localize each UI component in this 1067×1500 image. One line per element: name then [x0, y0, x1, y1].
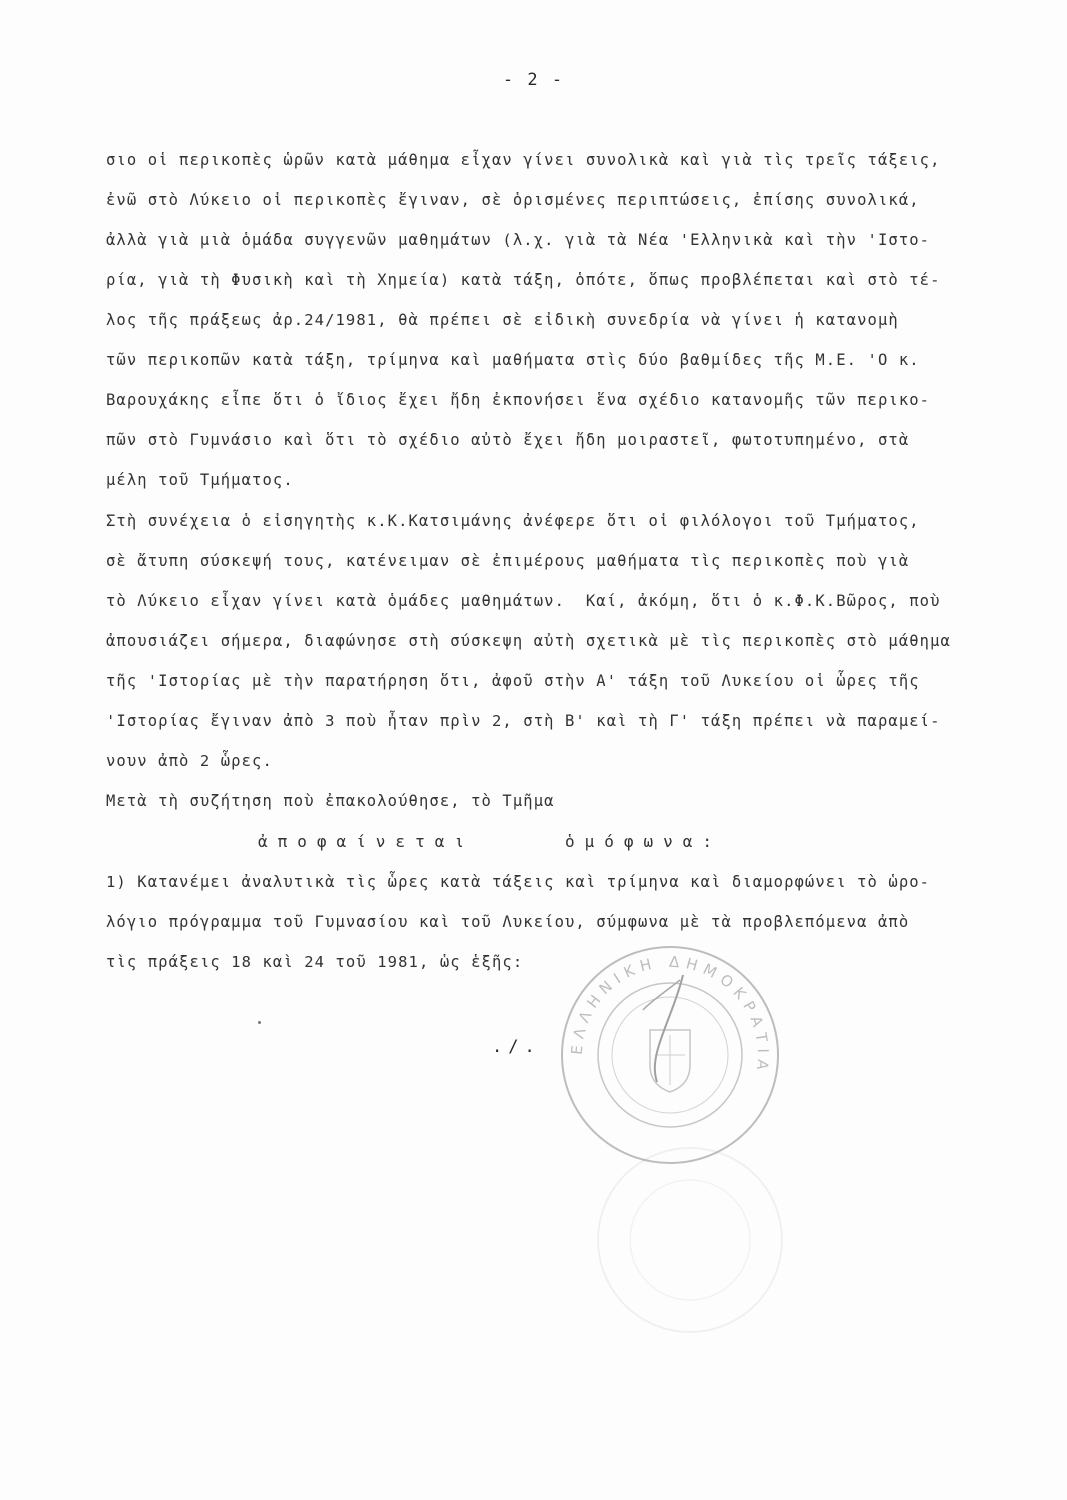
- faint-stamp-bleed: [590, 1140, 790, 1340]
- text-line: ἀλλὰ γιὰ μιὰ ὁμάδα συγγενῶν μαθημάτων (λ.χ. γιὰ τὰ Νέα 'Ελληνικὰ καὶ τὴν 'Ιστο-: [106, 231, 931, 249]
- stray-dot: [258, 1021, 261, 1024]
- text-line: τῆς 'Ιστορίας μὲ τὴν παρατήρηση ὅτι, ἀφοῦ στὴν Α' τάξη τοῦ Λυκείου οἱ ὧρες τῆς: [106, 672, 920, 690]
- text-line: Μετὰ τὴ συζήτηση ποὺ ἐπακολούθησε, τὸ Τμῆμα: [106, 792, 555, 810]
- text-line: νουν ἀπὸ 2 ὧρες.: [106, 752, 273, 770]
- text-line: λος τῆς πράξεως ἀρ.24/1981, θὰ πρέπει σὲ εἰδικὴ συνεδρία νὰ γίνει ἡ κατανομὴ: [106, 311, 899, 329]
- text-line: τὶς πράξεις 18 καὶ 24 τοῦ 1981, ὡς ἑξῆς:: [106, 953, 524, 971]
- text-line: ἐνῶ στὸ Λύκειο οἱ περικοπὲς ἔγιναν, σὲ ὁρισμένες περιπτώσεις, ἐπίσης συνολικά,: [106, 191, 920, 209]
- decision-verb: ἀποφαίνεται: [258, 832, 474, 851]
- text-line: τὸ Λύκειο εἶχαν γίνει κατὰ ὁμάδες μαθημάτων. Καί, ἀκόμη, ὅτι ὁ κ.Φ.Κ.Βῶρος, ποὺ: [106, 592, 941, 610]
- official-stamp-seal: [555, 940, 785, 1170]
- text-line: ρία, γιὰ τὴ Φυσικὴ καὶ τὴ Χημεία) κατὰ τάξη, ὁπότε, ὅπως προβλέπεται καὶ στὸ τέ-: [106, 271, 941, 289]
- text-line: 'Ιστορίας ἔγιναν ἀπὸ 3 ποὺ ἦταν πρὶν 2, στὴ Β' καὶ τὴ Γ' τάξη πρέπει νὰ παραμεί-: [106, 712, 941, 730]
- text-line: πῶν στὸ Γυμνάσιο καὶ ὅτι τὸ σχέδιο αὐτὸ ἔχει ἤδη μοιραστεῖ, φωτοτυπημένο, στὰ: [106, 431, 910, 449]
- text-line: ἀπουσιάζει σήμερα, διαφώνησε στὴ σύσκεψη αὐτὴ σχετικὰ μὲ τὶς περικοπὲς στὸ μάθημα: [106, 632, 951, 650]
- text-line: μέλη τοῦ Τμήματος.: [106, 471, 294, 489]
- text-line: Βαρουχάκης εἶπε ὅτι ὁ ἴδιος ἔχει ἤδη ἐκπονήσει ἕνα σχέδιο κατανομῆς τῶν περικο-: [106, 391, 931, 409]
- text-line: λόγιο πρόγραμμα τοῦ Γυμνασίου καὶ τοῦ Λυκείου, σύμφωνα μὲ τὰ προβλεπόμενα ἀπὸ: [106, 913, 910, 931]
- text-line: Στὴ συνέχεια ὁ εἰσηγητὴς κ.Κ.Κατσιμάνης ἀνέφερε ὅτι οἱ φιλόλογοι τοῦ Τμήματος,: [106, 512, 920, 530]
- text-line: σὲ ἄτυπη σύσκεψή τους, κατένειμαν σὲ ἐπιμέρους μαθήματα τὶς περικοπὲς ποὺ γιὰ: [106, 552, 910, 570]
- stamp-ring-text: ΕΛΛΗΝΙΚΗ ΔΗΜΟΚΡΑΤΙΑ: [567, 952, 773, 1077]
- continuation-mark: ./.: [492, 1037, 541, 1057]
- page-number: - 2 -: [502, 70, 565, 90]
- text-line: σιο οἱ περικοπὲς ὡρῶν κατὰ μάθημα εἶχαν γίνει συνολικὰ καὶ γιὰ τὶς τρεῖς τάξεις,: [106, 151, 941, 169]
- decision-adverb: ὁμόφωνα:: [565, 832, 723, 851]
- text-line: τῶν περικοπῶν κατὰ τάξη, τρίμηνα καὶ μαθήματα στὶς δύο βαθμίδες τῆς Μ.Ε. 'Ο κ.: [106, 351, 920, 369]
- text-line: 1) Κατανέμει ἀναλυτικὰ τὶς ὧρες κατὰ τάξεις καὶ τρίμηνα καὶ διαμορφώνει τὸ ὡρο-: [106, 873, 931, 891]
